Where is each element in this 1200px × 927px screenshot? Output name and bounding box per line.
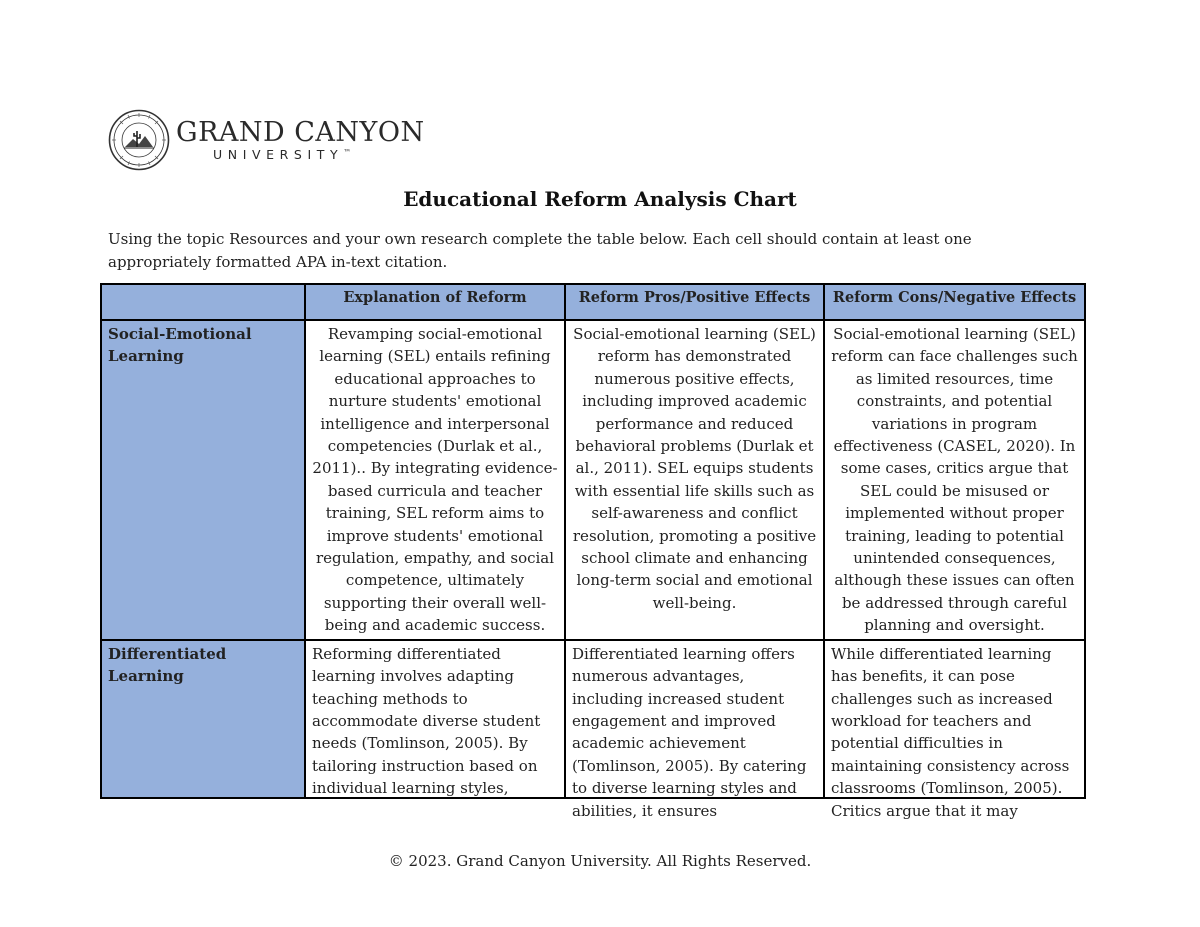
table-row [101,320,1085,640]
university-seal-icon [108,109,170,171]
logo-subtitle [213,146,425,162]
header-corner [101,284,305,320]
table-row [101,640,1085,798]
logo-sub-text: UNIVERSITY [213,146,344,162]
logo-name: GRAND CANYON [176,116,425,148]
diff-explanation-text: Reforming differentiated learning involves adapting teaching methods to accommodate diverse student needs (Tomlinson, 2005). By tailoring instruction based on individual learning styles, [312,644,541,798]
diff-pros-text: Differentiated learning offers numerous advantages, including increased student engagement and improved academic achievement (Tomlinson, 2005). By catering to diverse learning styles and abilities, it ensures [572,644,807,820]
header-explanation: Explanation of Reform [305,284,565,320]
gcu-logo [108,108,425,172]
intro-text: Using the topic Resources and your own research complete the table below. Each cell should contain at least one appropriately formatted APA in-text citation. [108,230,972,271]
sel-pros-cell: Social-emotional learning (SEL) reform has demonstrated numerous positive effects, including improved academic performance and reduced behavioral problems (Durlak et al., 2011). SEL equips students with essential life skills such as self-awareness and conflict resolution, promoting a positive school climate and enhancing long-term social and emotional well-being. [565,320,824,640]
header-cons: Reform Cons/Negative Effects [824,284,1085,320]
diff-pros-cell [565,640,824,820]
logo-mark: ™ [343,147,352,157]
reform-analysis-table [100,283,1086,820]
row-label-sel: Social-Emotional Learning [101,320,305,640]
page-title: Educational Reform Analysis Chart [403,187,797,211]
table-header-row [101,284,1085,320]
header-pros: Reform Pros/Positive Effects [565,284,824,320]
copyright-footer: © 2023. Grand Canyon University. All Rights Reserved. [388,852,812,870]
diff-cons-cell [824,640,1085,820]
logo-wordmark [176,116,425,162]
diff-cons-text: While differentiated learning has benefits, it can pose challenges such as increased workload for teachers and potential difficulties in maintaining consistency across classrooms (Tomlinson, 2005). Critics argue that it may [831,644,1070,820]
diff-explanation-cell [305,640,565,798]
sel-cons-cell: Social-emotional learning (SEL) reform can face challenges such as limited resources, time constraints, and potential variations in program effectiveness (CASEL, 2020). In some cases, critics argue that SEL could be misused or implemented without proper training, leading to potential unintended consequences, although these issues can often be addressed through careful planning and oversight. [824,320,1085,640]
sel-explanation-cell: Revamping social-emotional learning (SEL) entails refining educational approaches to nurture students' emotional intelligence and interpersonal competencies (Durlak et al., 2011).. By integrating evidence-based curricula and teacher training, SEL reform aims to improve students' emotional regulation, empathy, and social competence, ultimately supporting their overall well-being and academic success. [305,320,565,640]
row-label-differentiated: Differentiated Learning [101,640,305,798]
